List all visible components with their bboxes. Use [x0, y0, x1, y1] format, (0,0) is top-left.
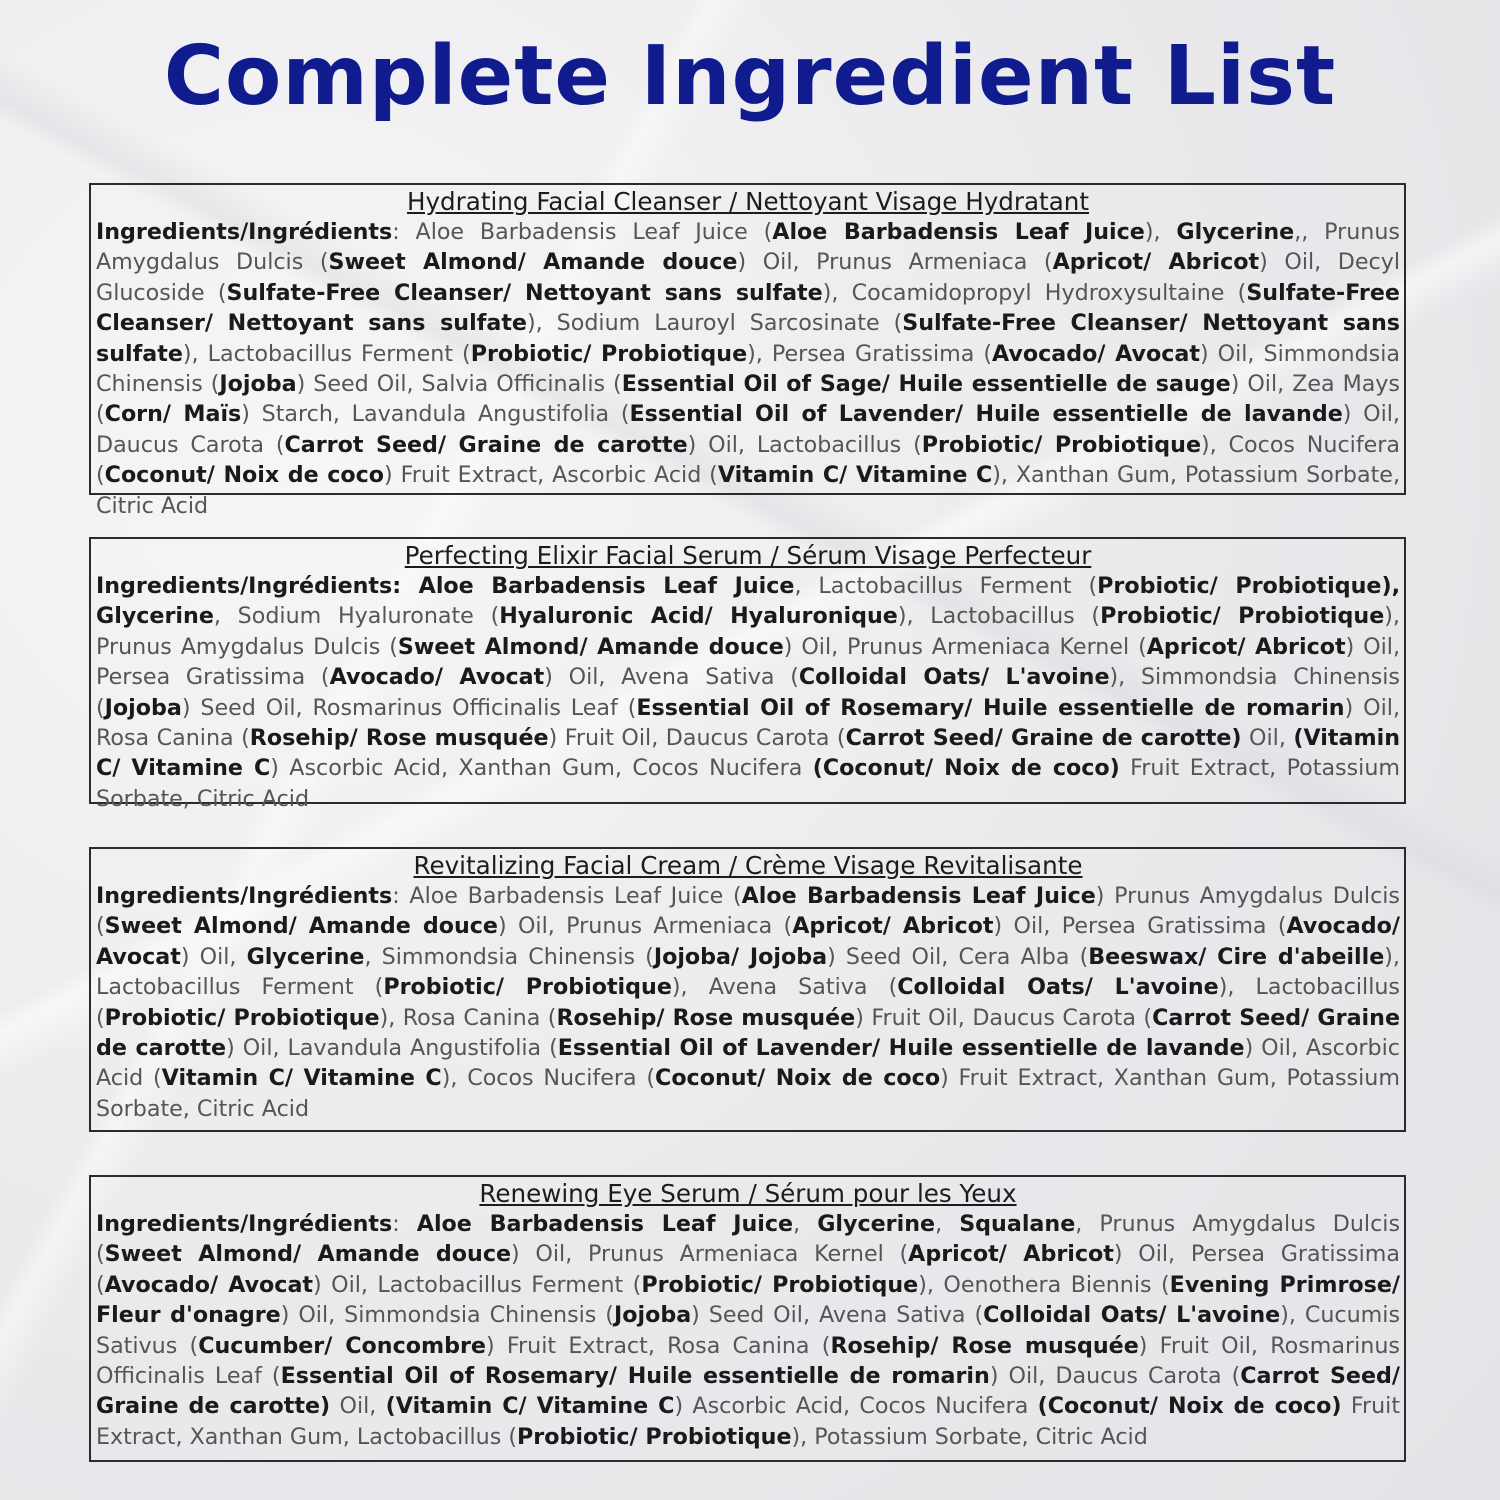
ingredient-text: ) Seed Oil, Avena Sativa ( — [691, 1302, 984, 1329]
ingredient-text: ) Seed Oil, Salvia Officinalis ( — [296, 371, 622, 398]
ingredient-text: Fruit Extract, Potassium Sorbate, Citric Acid — [96, 755, 1400, 812]
ingredient-highlight: Aloe Barbadensis Leaf Juice — [741, 883, 1096, 909]
ingredient-highlight: Probiotic/ Probiotique — [921, 431, 1202, 458]
ingredient-text: ) Oil, Simmondsia Chinensis ( — [96, 340, 1401, 398]
ingredient-text: Fruit Extract, Xanthan Gum, Lactobacillus ( — [96, 1393, 1401, 1450]
ingredient-highlight: Corn/ Maïs — [104, 401, 242, 428]
ingredient-text: ) Fruit Oil, Daucus Carota ( — [548, 725, 846, 752]
ingredient-text: ) Fruit Extract, Xanthan Gum, Potassium Sorbate, Citric Acid — [96, 1065, 1400, 1122]
ingredient-text: ) Oil, Decyl Glucoside ( — [96, 249, 1400, 306]
ingredient-highlight: Essential Oil of Rosemary/ Huile essentielle de romarin — [636, 694, 1345, 721]
ingredient-highlight: Probiotic/ Probiotique — [383, 974, 672, 1001]
ingredient-text: ), Sodium Lauroyl Sarcosinate ( — [526, 310, 903, 337]
ingredient-highlight: Beeswax/ Cire d'abeille — [1088, 943, 1385, 970]
ingredient-highlight: (Vitamin C/ Vitamine C — [385, 1393, 675, 1420]
ingredient-text: ) Oil, Prunus Armeniaca Kernel ( — [511, 1241, 909, 1268]
ingredient-text: , — [793, 1211, 818, 1237]
ingredient-text: ), Cucumis Sativus ( — [96, 1302, 1401, 1359]
ingredient-highlight: Vitamin C/ Vitamine C — [717, 462, 993, 489]
ingredient-highlight: Ingredients/Ingrédients: Aloe Barbadensis Leaf Juice — [96, 573, 795, 599]
ingredient-text: ) Fruit Extract, Ascorbic Acid ( — [384, 462, 718, 489]
ingredient-highlight: Glycerine — [1176, 219, 1295, 245]
ingredient-text: ) Oil, Daucus Carota ( — [96, 401, 1400, 458]
ingredient-highlight: Carrot Seed/ Graine de carotte) — [845, 725, 1242, 752]
ingredient-highlight: Sulfate-Free Cleanser/ Nettoyant sans sulfate — [96, 310, 1400, 367]
ingredient-text: ), Xanthan Gum, Potassium Sorbate, Citric Acid — [96, 462, 1400, 519]
ingredient-text: ) Ascorbic Acid, Cocos Nucifera — [674, 1393, 1038, 1420]
ingredient-highlight: Ingredients/Ingrédients — [96, 1211, 393, 1237]
ingredient-text: ) Prunus Amygdalus Dulcis ( — [96, 883, 1400, 940]
ingredient-text: , — [935, 1211, 960, 1237]
ingredient-highlight: Probiotic/ Probiotique — [517, 1423, 792, 1450]
ingredient-highlight: Essential Oil of Lavender/ Huile essentielle de lavande — [629, 401, 1343, 428]
ingredient-highlight: Probiotic/ Probiotique — [641, 1271, 919, 1298]
ingredient-text: ), Lactobacillus ( — [897, 603, 1101, 630]
product-cleanser-panel — [89, 183, 1406, 519]
ingredient-text: ), Potassium Sorbate, Citric Acid — [791, 1423, 1148, 1450]
ingredient-highlight: Probiotic/ Probiotique — [470, 340, 748, 367]
ingredient-highlight: Rosehip/ Rose musquée — [830, 1332, 1139, 1359]
ingredient-highlight: Apricot/ Abricot — [1052, 249, 1260, 276]
ingredient-highlight: Probiotic/ Probiotique — [1100, 603, 1385, 630]
ingredient-highlight: Probiotic/ Probiotique), Glycerine — [96, 573, 1401, 630]
ingredient-highlight: Jojoba/ Jojoba — [653, 943, 828, 970]
ingredient-highlight: (Coconut/ Noix de coco) — [812, 755, 1120, 782]
ingredient-text: ), Cocamidopropyl Hydroxysultaine ( — [822, 279, 1247, 306]
ingredient-highlight: Jojoba — [104, 694, 182, 721]
ingredient-highlight: Avocado/ Avocat — [104, 1271, 314, 1298]
ingredient-highlight: Glycerine — [246, 943, 365, 970]
ingredient-text: ) Oil, Daucus Carota ( — [989, 1363, 1241, 1390]
product-cream-panel — [89, 847, 1406, 1132]
ingredient-text: ), Cocos Nucifera ( — [441, 1065, 656, 1092]
ingredient-text: ), Oenothera Biennis ( — [918, 1271, 1170, 1298]
ingredient-highlight: Ingredients/Ingrédients — [96, 219, 393, 245]
ingredient-highlight: Sweet Almond/ Amande douce — [328, 249, 738, 276]
ingredient-text: , Lactobacillus Ferment ( — [794, 573, 1098, 599]
ingredient-text: ) Oil, Persea Gratissima ( — [96, 633, 1400, 691]
ingredient-highlight: Apricot/ Abricot — [792, 913, 994, 940]
ingredient-text: , Prunus Amygdalus Dulcis ( — [96, 1211, 1401, 1268]
ingredient-text: ), Prunus Amygdalus Dulcis ( — [96, 603, 1400, 660]
ingredient-text: ), Lactobacillus Ferment ( — [182, 340, 471, 367]
ingredient-text: ) Oil, Ascorbic Acid ( — [96, 1035, 1401, 1092]
ingredient-text: ) Oil, Persea Gratissima ( — [993, 913, 1287, 940]
ingredient-highlight: Colloidal Oats/ L'avoine — [897, 974, 1219, 1001]
ingredient-highlight: Aloe Barbadensis Leaf Juice — [772, 219, 1145, 245]
ingredient-text: ) Fruit Extract, Rosa Canina ( — [485, 1332, 831, 1359]
ingredient-text: ) Oil, — [180, 943, 247, 970]
ingredient-text: ), Avena Sativa ( — [671, 974, 898, 1001]
ingredient-highlight: Jojoba — [613, 1302, 692, 1329]
product-title: Perfecting Elixir Facial Serum / Sérum Visage Perfecteur — [404, 541, 1092, 570]
product-serum-panel — [89, 537, 1406, 812]
ingredient-text: ) Oil, Zea Mays ( — [96, 371, 1400, 428]
ingredient-text: ) Oil, Lavandula Angustifolia ( — [226, 1035, 558, 1062]
ingredient-list — [96, 1209, 1400, 1452]
ingredient-highlight: Carrot Seed/ Graine de carotte — [96, 1004, 1400, 1062]
ingredient-highlight: Essential Oil of Sage/ Huile essentielle de sauge — [621, 371, 1231, 398]
ingredient-highlight: Sulfate-Free Cleanser/ Nettoyant sans sulfate — [226, 279, 823, 306]
ingredient-highlight: Vitamin C/ Vitamine C — [161, 1065, 442, 1092]
ingredient-text: , Simmondsia Chinensis ( — [364, 943, 654, 970]
page-title: Complete Ingredient List — [163, 29, 1337, 124]
ingredient-text: : Aloe Barbadensis Leaf Juice ( — [392, 883, 742, 909]
ingredient-text: ) Oil, Prunus Armeniaca ( — [497, 913, 793, 940]
ingredient-text: ), Rosa Canina ( — [379, 1004, 557, 1031]
ingredient-list — [96, 571, 1400, 814]
ingredient-highlight: Colloidal Oats/ L'avoine — [798, 664, 1110, 691]
ingredient-highlight: Rosehip/ Rose musquée — [556, 1004, 856, 1031]
ingredient-text: ), Lactobacillus ( — [96, 974, 1400, 1031]
ingredient-text: ), Lactobacillus Ferment ( — [96, 943, 1400, 1001]
ingredient-highlight: Avocado/ Avocat — [96, 913, 1400, 970]
ingredient-highlight: Sulfate-Free Cleanser/ Nettoyant sans sulfate — [96, 279, 1400, 337]
ingredient-highlight: Carrot Seed/ Graine de carotte) — [96, 1363, 1401, 1420]
ingredient-highlight: Hyaluronic Acid/ Hyaluronique — [499, 603, 898, 630]
ingredient-text: Oil, — [1241, 725, 1294, 752]
ingredient-highlight: Apricot/ Abricot — [908, 1241, 1114, 1268]
ingredient-highlight: Avocado/ Avocat — [992, 340, 1200, 367]
ingredient-text: ) Seed Oil, Cera Alba ( — [827, 943, 1089, 970]
ingredient-text: ) Fruit Oil, Daucus Carota ( — [855, 1004, 1153, 1031]
product-title: Hydrating Facial Cleanser / Nettoyant Visage Hydratant — [406, 187, 1090, 216]
ingredient-text: ) Oil, Lactobacillus ( — [687, 431, 922, 458]
ingredient-text: ) Ascorbic Acid, Xanthan Gum, Cocos Nucifera — [270, 755, 813, 782]
ingredient-text: ) Oil, Avena Sativa ( — [544, 664, 799, 691]
ingredient-list — [96, 217, 1400, 521]
product-eye-serum-panel — [89, 1175, 1406, 1462]
ingredient-text: ) Oil, Persea Gratissima ( — [96, 1241, 1400, 1298]
ingredient-highlight: (Coconut/ Noix de coco) — [1037, 1393, 1342, 1420]
ingredient-text: , Sodium Hyaluronate ( — [213, 603, 500, 630]
ingredient-highlight: Coconut/ Noix de coco — [104, 462, 385, 489]
ingredient-text: Oil, — [330, 1393, 386, 1420]
ingredient-highlight: Evening Primrose/ Fleur d'onagre — [96, 1271, 1401, 1329]
ingredient-text: ) Oil, Simmondsia Chinensis ( — [280, 1302, 614, 1329]
ingredient-highlight: Rosehip/ Rose musquée — [249, 725, 549, 752]
ingredient-highlight: Essential Oil of Lavender/ Huile essentielle de lavande — [557, 1035, 1245, 1062]
ingredient-highlight: Coconut/ Noix de coco — [655, 1065, 941, 1092]
ingredient-text: : Aloe Barbadensis Leaf Juice ( — [392, 219, 773, 245]
ingredient-highlight: Carrot Seed/ Graine de carotte — [284, 431, 688, 458]
ingredient-highlight: Probiotic/ Probiotique — [104, 1004, 380, 1031]
ingredient-highlight: Squalane — [959, 1211, 1076, 1237]
ingredient-highlight: Colloidal Oats/ L'avoine — [983, 1302, 1281, 1329]
ingredient-highlight: Aloe Barbadensis Leaf Juice — [416, 1211, 794, 1237]
product-title: Revitalizing Facial Cream / Crème Visage Revitalisante — [413, 851, 1083, 880]
ingredient-text: : — [392, 1211, 417, 1237]
ingredient-text: ), Simmondsia Chinensis ( — [96, 664, 1400, 721]
ingredient-highlight: Sweet Almond/ Amande douce — [104, 1241, 512, 1268]
ingredient-highlight: (Vitamin C/ Vitamine C — [96, 725, 1401, 782]
product-title: Renewing Eye Serum / Sérum pour les Yeux — [479, 1179, 1017, 1208]
ingredient-highlight: Cucumber/ Concombre — [198, 1332, 486, 1359]
ingredient-text: ) Oil, Prunus Armeniaca ( — [737, 249, 1053, 276]
ingredient-highlight: Sweet Almond/ Amande douce — [397, 633, 784, 660]
ingredient-highlight: Jojoba — [219, 371, 297, 398]
ingredient-text: ) Oil, Lactobacillus Ferment ( — [313, 1271, 642, 1298]
ingredient-highlight: Sweet Almond/ Amande douce — [104, 913, 498, 940]
ingredient-text: ) Oil, Rosa Canina ( — [96, 694, 1400, 752]
ingredient-highlight: Ingredients/Ingrédients — [96, 883, 393, 909]
ingredient-text: ) Oil, Prunus Armeniaca Kernel ( — [783, 633, 1147, 660]
ingredient-text: ,, Prunus Amygdalus Dulcis ( — [96, 219, 1400, 276]
ingredient-text: ), Persea Gratissima ( — [747, 340, 992, 367]
ingredient-highlight: Avocado/ Avocat — [329, 664, 545, 691]
ingredient-highlight: Essential Oil of Rosemary/ Huile essentielle de romarin — [280, 1363, 990, 1390]
ingredient-list — [96, 881, 1400, 1124]
ingredient-text: ) Starch, Lavandula Angustifolia ( — [241, 401, 630, 428]
ingredient-text: ) Fruit Oil, Rosmarinus Officinalis Leaf ( — [96, 1332, 1400, 1390]
ingredient-highlight: Glycerine — [817, 1211, 936, 1237]
ingredient-text: ), — [1144, 219, 1177, 245]
ingredient-highlight: Apricot/ Abricot — [1146, 633, 1346, 660]
ingredient-text: ) Seed Oil, Rosmarinus Officinalis Leaf ( — [181, 694, 637, 721]
ingredient-text: ), Cocos Nucifera ( — [96, 431, 1400, 489]
